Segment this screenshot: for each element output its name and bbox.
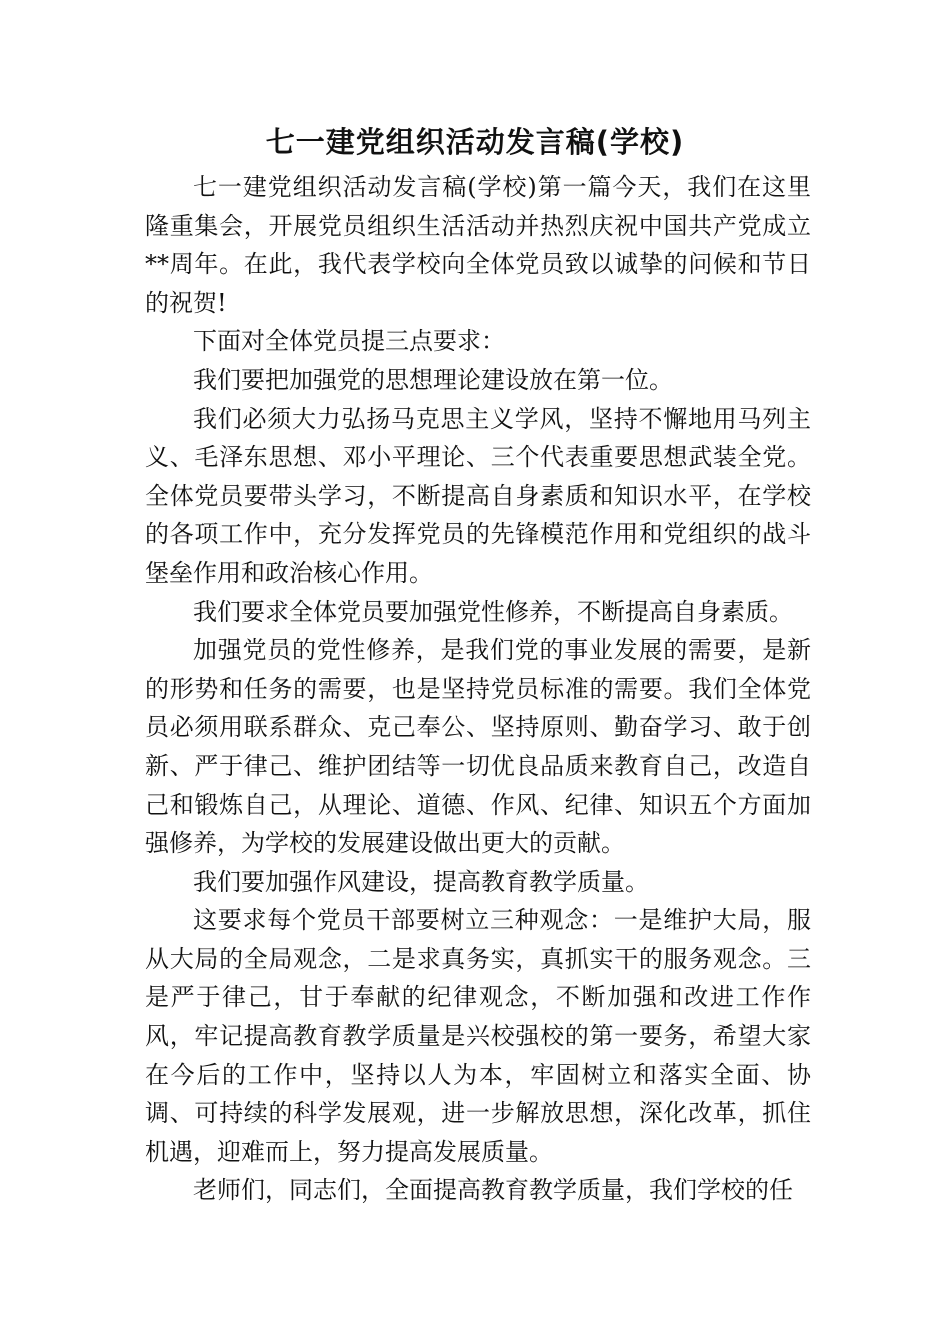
paragraph: 下面对全体党员提三点要求： <box>193 327 505 356</box>
paragraph: 我们要加强作风建设，提高教育教学质量。 <box>193 867 649 896</box>
paragraph: 我们必须大力弘扬马克思主义学风，坚持不懈地用马列主义、毛泽东思想、邓小平理论、三个代表重要思想武装全党。全体党员要带头学习，不断提高自身素质和知识水平，在学校的各项工作中，充分发挥党员的先锋模范作用和党组织的战斗堡垒作用和政治核心作用。 <box>145 404 811 587</box>
paragraph: 加强党员的党性修养，是我们党的事业发展的需要，是新的形势和任务的需要，也是坚持党员标准的需要。我们全体党员必须用联系群众、克己奉公、坚持原则、勤奋学习、敢于创新、严于律己、维护团结等一切优良品质来教育自己，改造自己和锻炼自己，从理论、道德、作风、纪律、知识五个方面加强修养，为学校的发展建设做出更大的贡献。 <box>145 636 811 858</box>
paragraph: 我们要求全体党员要加强党性修养，不断提高自身素质。 <box>193 597 793 626</box>
paragraph: 老师们，同志们，全面提高教育教学质量，我们学校的任 <box>193 1176 793 1205</box>
paragraph: 这要求每个党员干部要树立三种观念：一是维护大局，服从大局的全局观念，二是求真务实，真抓实干的服务观念。三是严于律己，甘于奉献的纪律观念，不断加强和改进工作作风，牢记提高教育教学质量是兴校强校的第一要务，希望大家在今后的工作中，坚持以人为本，牢固树立和落实全面、协调、可持续的科学发展观，进一步解放思想，深化改革，抓住机遇，迎难而上，努力提高发展质量。 <box>145 906 811 1166</box>
paragraph: 七一建党组织活动发言稿(学校)第一篇今天，我们在这里隆重集会，开展党员组织生活活动并热烈庆祝中国共产党成立**周年。在此，我代表学校向全体党员致以诚挚的问候和节日的祝贺! <box>145 173 811 317</box>
paragraph: 我们要把加强党的思想理论建设放在第一位。 <box>193 365 673 394</box>
document-title: 七一建党组织活动发言稿(学校) <box>265 125 685 159</box>
document-body <box>145 168 811 1210</box>
